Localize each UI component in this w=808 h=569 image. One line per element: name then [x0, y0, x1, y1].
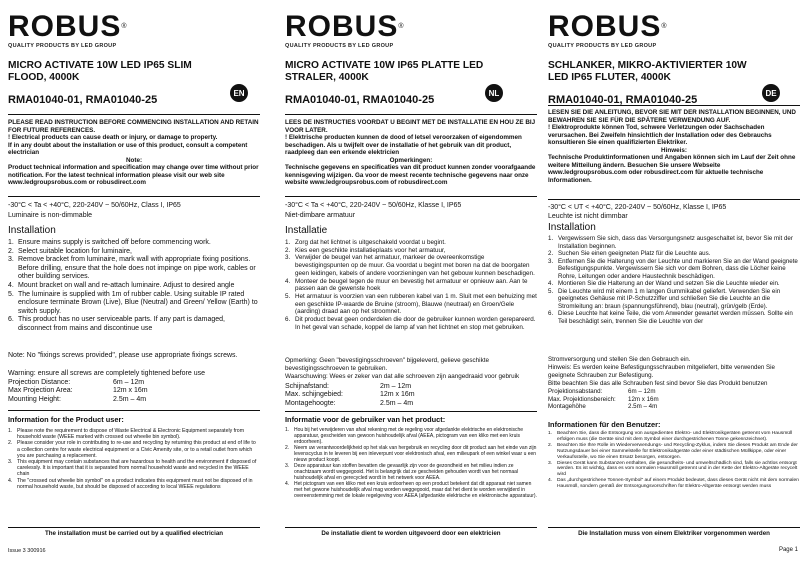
list-item: 4. Mount bracket on wall and re-attach luminaire. Adjust to desired angle [8, 281, 235, 289]
disposal-info [548, 431, 800, 490]
spec-line: -30°C < Ta < +40°C, 220-240V ~ 50/60Hz, Class I, IP65 [8, 202, 181, 209]
warning-line: ! Elektrische producten kunnen de dood of letsel veroorzaken of eigendommen beschadigen. Als u twijfelt over de installatie of het gebruik van dit product, raadpleeg dan een erkende elektricien [285, 134, 522, 156]
list-item: 1. Beachten Sie, dass die Entsorgung von ausgedienten Elektro- und Elektronikgeräten getrennt vom Hausmüll erfolgen muss (die Geräte sind mit dem Symbol einer durchgestrichenen Tonne gekennzeichnet). [548, 431, 793, 442]
language-badge: DE [762, 84, 780, 102]
qualified-electrician-note: Die Installation muss von einem Elektriker vorgenommen werden [578, 530, 770, 537]
column-nl [285, 0, 537, 556]
divider [8, 410, 260, 411]
list-item: 5. Het armatuur is voorzien van een rubberen kabel van 1 m. Sluit met een behuizing met een geschikte IP-waarde de Bruine (stroom), Blauwe (neutraal) en Groen/Gele (aarding) draad aan op het stroomnet. [285, 292, 537, 316]
logo-tm: ® [121, 23, 128, 30]
list-item: 5. Die Leuchte wird mit einem 1 m langen Gummikabel geliefert. Verwenden Sie ein geeignetes Gehäuse mit IP-Schutzziffer und schließen Sie die Leuchte an die Stromleitung an: braun (spannungsführend), blau (neutral), grün/gelb (Erde). [548, 287, 781, 310]
screws-warning: Waarschuwing: Wees er zeker van dat alle schroeven zijn aangedraaid voor gebruik [285, 373, 520, 380]
logo-tagline: QUALITY PRODUCTS BY LED GROUP [285, 43, 394, 49]
disposal-info [285, 427, 537, 499]
product-code: RMA01040-01, RMA01040-25 [548, 94, 698, 106]
logo-wordmark: ROBUS [285, 10, 399, 43]
list-item: 1. Ensure mains supply is switched off before commencing work. [8, 239, 211, 246]
note-text: Technische Produktinformationen und Angaben können sich im Lauf der Zeit ohne weitere Mitteilung ändern. Besuchen Sie unsere Webseite www.ledgroupsrobus.com oder robusdirect.com für aktuelle technische Informationen. [548, 154, 796, 184]
robus-logo [548, 12, 668, 49]
warning-line: LESEN SIE DIE ANLEITUNG, BEVOR SIE MIT DER INSTALLATION BEGINNEN, UND BEWAHREN SIE SIE FÜR DIE SPÄTERE VERWENDUNG AUF. [548, 109, 796, 124]
list-item: 3. Verwijder de beugel van het armatuur, markeer de overeenkomstige bevestigingspunten op de muur. Ga voordat u begint met boren na dat de boorgaten geen leidingen, kabels of andere voorzieningen van het gebouw kunnen beschadigen. [285, 254, 535, 277]
product-code: RMA01040-01, RMA01040-25 [8, 94, 158, 106]
info-title: Informationen für den Benutzer: [548, 420, 661, 429]
list-item: 2. Suchen Sie einen geeigneten Platz für die Leuchte aus. [548, 250, 711, 257]
list-item: 6. This product has no user serviceable parts. If any part is damaged, disconnect from mains and discontinue use [8, 316, 225, 332]
list-item: 3. Deze apparatuur kan stoffen bevatten die gevaarlijk zijn voor de gezondheid en het milieu indien ze onachtzaam wordt weggegooid. Het is belangrijk dat ze gescheiden gehouden wordt van het normaal huishoudelijk afval en gerecycled wordt in het netwerk voor AEEA. [285, 463, 519, 481]
safety-warning [8, 119, 260, 187]
warning-line: ! Electrical products can cause death or injury, or damage to property. [8, 134, 218, 141]
spec-line: -30°C < Ta < +40°C, 220-240V ~ 50/60Hz, Klasse I, IP65 [285, 202, 462, 209]
info-title: Information for the Product user: [8, 415, 124, 424]
fixings-note: Note: No "fixings screws provided", please use appropriate fixings screws. [8, 352, 238, 359]
installation-steps [285, 239, 537, 331]
info-title: Informatie voor de gebruiker van het product: [285, 415, 446, 424]
screws-warning: Warning: ensure all screws are completely tightened before use [8, 370, 206, 377]
divider [8, 114, 260, 115]
table-row: Schijnafstand: 2m – 12m [285, 383, 412, 390]
safety-warning [285, 119, 537, 187]
disposal-info [8, 428, 260, 490]
section-title-installation: Installation [548, 222, 596, 233]
list-item: 3. Entfernen Sie die Halterung von der Leuchte und markieren Sie an der Wand geeignete Befestigungspunkte. Vergewissern Sie sich vor dem Bohren, dass die Löcher keine Rohre, Leitungen oder andere Haustechnik beschädigen. [548, 257, 798, 280]
spec-line: Luminaire is non-dimmable [8, 212, 93, 219]
qualified-electrician-note: De installatie dient te worden uitgevoerd door een elektricien [321, 530, 501, 537]
divider [285, 196, 537, 197]
spec-line: Niet-dimbare armatuur [285, 212, 356, 219]
divider [285, 527, 537, 528]
language-badge: NL [485, 84, 503, 102]
table-row: Montagehöhe 2.5m – 4m [548, 403, 658, 410]
spec-line: -30°C < UT < +40°C, 220-240V ~ 50/60Hz, Klasse I, IP65 [548, 204, 727, 211]
table-row: Mounting Height: 2.5m – 4m [8, 395, 147, 403]
divider [8, 527, 260, 528]
product-code: RMA01040-01, RMA01040-25 [285, 94, 435, 106]
list-item: 2. Select suitable location for luminaire, [8, 247, 133, 255]
list-item: 3. Remove bracket from luminaire, mark wall with appropriate fixing positions. Before drilling, ensure that the hole does not impinge on pipe work, cables or other building services. [8, 256, 256, 281]
list-item: 3. This equipment may contain substances that are hazardous to health and the environment if disposed of carelessly. It is important that it is separated from normal household waste and recycled in the WEEE chain [8, 459, 257, 478]
issue-number: Issue 3 300916 [8, 548, 46, 554]
note-text: Product technical information and specification may change over time without prior notification. For the latest technical information please visit our web site www.ledgroupsrobus.com or robusdirect.com [8, 164, 259, 186]
robus-logo [8, 12, 128, 49]
list-item: 6. Diese Leuchte hat keine Teile, die vom Anwender gewartet werden müssen. Sollte ein Teil beschädigt sein, trennen Sie die Leuchte von der [548, 310, 793, 325]
section-title-installation: Installation [8, 225, 56, 236]
note-title: Hinweis: [661, 146, 687, 154]
dimensions-table [8, 379, 260, 404]
installation-steps [548, 235, 800, 325]
note-text: Technische gegevens en specificaties van dit product kunnen zonder voorafgaande kennisgeving wijzigen. Ga voor de meest recente technische gegevens naar onze website www.ledgroupsrobus.com of robusdirect.com [285, 164, 536, 186]
list-item: 2. Kies een geschikte installatieplaats voor het armatuur, [285, 246, 446, 254]
list-item: 5. The luminaire is supplied with 1m of rubber cable. Using suitable IP rated enclosure terminate Brown (Live), Blue (Neutral) and Green/ Yellow (Earth) to switch supply. [8, 290, 258, 315]
list-item: 4. Monteer de beugel tegen de muur en bevestig het armatuur er opnieuw aan. Aan te passen aan de gewenste hoek [285, 277, 528, 293]
language-badge: EN [230, 84, 248, 102]
list-item: 4. Het pictogram van een kliko met een kruis erdoorheen op een product betekent dat dit apparaat niet samen met het gewone huishoudelijk afval mag worden weggegooid, maar dat het dient te worden verwijderd in overeenstemming met de lokale regelgeving voor AEEA (afgedankte elektrische en elektronische apparatuur). [285, 481, 537, 499]
steps-continuation: Stromversorgung und stellen Sie den Gebrauch ein. [548, 356, 691, 363]
table-row: Projection Distance: 6m – 12m [8, 379, 145, 386]
column-en [8, 0, 260, 556]
section-title-installation: Installatie [285, 225, 328, 236]
logo-tagline: QUALITY PRODUCTS BY LED GROUP [8, 43, 117, 49]
dimensions-table [548, 388, 800, 411]
installation-steps [8, 239, 260, 334]
divider [285, 114, 537, 115]
list-item: 1. Zorg dat het lichtnet is uitgeschakeld voordat u begint. [285, 239, 446, 246]
list-item: 4. The "crossed out wheelie bin symbol" on a product indicates this equipment must not be disposed of in normal household waste, but should be disposed of according to local WEEE regulations [8, 477, 253, 490]
robus-logo [285, 12, 405, 49]
logo-wordmark: ROBUS [8, 10, 122, 43]
list-item: 2. Please consider your role in contributing to re-use and recycling by returning this product at end of life to a collection centre for waste electrical equipment or a Civic Amenity site, or to a retail outlet from which you are purchasing a replacement. [8, 440, 256, 459]
table-row: Max. schijngebied: 12m x 16m [285, 391, 415, 399]
column-de [548, 0, 800, 556]
spec-line: Leuchte ist nicht dimmbar [548, 213, 628, 220]
note-title: Note: [125, 156, 143, 164]
logo-tagline: QUALITY PRODUCTS BY LED GROUP [548, 43, 657, 49]
table-row: Projektionsabstand: 6m – 12m [548, 388, 656, 395]
fixings-note: Hinweis: Es werden keine Befestigungsschrauben mitgeliefert, bitte verwenden Sie geeignete Schrauben zur Befestigung. [548, 364, 775, 379]
list-item: 6. Dit product bevat geen onderdelen die door de gebruiker kunnen worden gerepareerd. In het geval van schade, koppel de lamp af van het lichtnet en stop met gebruiken. [285, 316, 536, 331]
list-item: 3. Dieses Gerät kann Substanzen enthalten, die gesundheits- und umweltschädlich sind, falls sie achtlos entsorgt werden. Es ist wichtig, dass es vom normalen Hausmüll getrennt und in der Kette der Elektro-Altgeräte recycelt wird [548, 460, 798, 478]
logo-tm: ® [398, 23, 405, 30]
product-title: MICRO ACTIVATE 10W LED IP65 SLIM FLOOD, 4000K [8, 60, 192, 83]
table-row: Max Projection Area: 12m x 16m [8, 387, 148, 395]
page-number: Page 1 [778, 547, 798, 553]
screws-warning: Bitte beachten Sie das alle Schrauben fest sind bevor Sie das Produkt benutzen [548, 380, 768, 387]
product-title: SCHLANKER, MIKRO-AKTIVIERTER 10W LED IP65 FLUTER, 4000K [548, 60, 747, 83]
qualified-electrician-note: The installation must be carried out by a qualified electrician [44, 530, 224, 537]
warning-line: LEES DE INSTRUCTIES VOORDAT U BEGINT MET DE INSTALLATIE EN HOU ZE BIJ VOOR LATER. [285, 119, 536, 134]
list-item: 1. Please note the requirement to dispose of Waste Electrical & Electronic Equipment separately from household waste (WEEE marked with crossed out wheelie bin symbol). [8, 428, 245, 441]
list-item: 2. Neem uw verantwoordelijkheid op het vlak van hergebruik en recycling door dit product aan het einde van zijn levenscyclus in te leveren bij een inleverpunt voor elektronisch afval, een milieupark of een winkel waar u een nieuw product koopt. [285, 445, 537, 463]
list-item: 2. Beachten Sie Ihre Rolle im Wiederverwendungs- und Recycling-Zyklus, indem Sie dieses Produkt am Ende der Nutzungsdauer bei einer Sammelstelle für Elektronikaltgeräte oder einer städtischen Müllkippe, oder einer Verkaufsstelle, wo Sie einen Ersatz besorgen, entsorgen. [548, 442, 798, 460]
fixings-note: Opmerking: Geen "bevestigingsschroeven" bijgeleverd, gelieve geschikte bevestigingsschroeven te gebruiken. [285, 357, 489, 372]
divider [548, 199, 800, 200]
list-item: 4. Montieren Sie die Halterung an der Wand und setzen Sie die Leuchte wieder ein. [548, 280, 780, 287]
logo-wordmark: ROBUS [548, 10, 662, 43]
safety-warning [548, 109, 800, 184]
divider [548, 527, 800, 528]
warning-line: If in any doubt about the installation or use of this product, consult a competent electrician [8, 141, 248, 156]
divider [548, 105, 800, 106]
divider [285, 411, 537, 412]
note-title: Opmerkingen: [389, 156, 433, 164]
dimensions-table [285, 383, 537, 408]
warning-line: ! Elektroprodukte können Tod, schwere Verletzungen oder Sachschaden verursachen. Bei Zweifeln hinsichtlich der Installation oder des Gebrauchs konsultieren Sie einen qualifizierten Elektriker. [548, 124, 772, 146]
warning-line: PLEASE READ INSTRUCTION BEFORE COMMENCING INSTALLATION AND RETAIN FOR FUTURE REFERENCES. [8, 119, 259, 134]
list-item: 1. Vergewissern Sie sich, dass das Versorgungsnetz ausgeschaltet ist, bevor Sie mit der Installation beginnen. [548, 235, 793, 250]
table-row: Max. Projektionsbereich: 12m x 16m [548, 395, 659, 403]
divider [8, 196, 260, 197]
table-row: Montagehoogte: 2.5m – 4m [285, 399, 414, 407]
list-item: 4. Das „durchgestrichene Tonnen-Symbol" auf einem Produkt bedeutet, dass dieses Gerät nicht mit dem normalen Hausmüll, sondern gemäß der Entsorgungsvorschriften für Elektro-Altgeräte entsorgt werden muss [548, 478, 799, 490]
product-title: MICRO ACTIVATE 10W IP65 PLATTE LED STRALER, 4000K [285, 60, 484, 83]
list-item: 1. Hou bij het verwijderen van afval rekening met de regeling voor afgedankte elektrische en elektronische apparatuur, gescheiden van gewoon huishoudelijk afval (AEEA, pictogram van een kliko met een kruis erdoorheen). [285, 427, 524, 445]
logo-tm: ® [661, 23, 668, 30]
